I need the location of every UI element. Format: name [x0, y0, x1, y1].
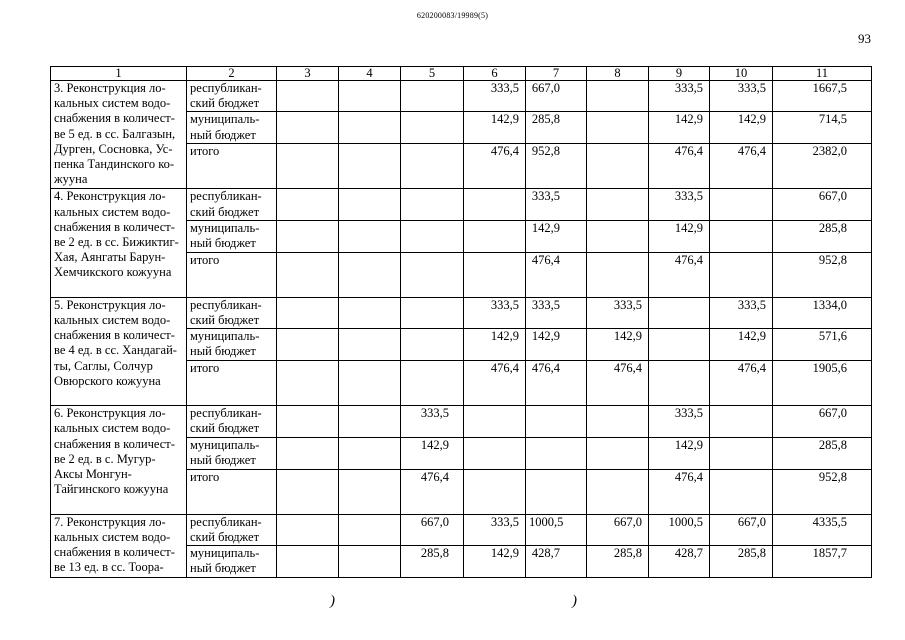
- value-cell-col-8: [587, 252, 649, 297]
- value-cell-col-7: 667,0: [526, 81, 587, 112]
- value-cell-col-7: 1000,5: [526, 514, 587, 545]
- value-cell-col-4: [339, 220, 401, 252]
- value-cell-col-9: [649, 329, 710, 361]
- funding-source-cell: муниципаль-ный бюджет: [187, 329, 277, 361]
- value-cell-col-4: [339, 361, 401, 406]
- value-cell-col-9: 1000,5: [649, 514, 710, 545]
- value-cell-col-11: 667,0: [773, 189, 872, 220]
- value-cell-col-10: 142,9: [710, 112, 773, 144]
- value-cell-col-8: [587, 112, 649, 144]
- value-cell-col-5: [401, 252, 464, 297]
- value-cell-col-8: 285,8: [587, 546, 649, 578]
- value-cell-col-7: 952,8: [526, 144, 587, 189]
- footer-mark-left: ): [330, 593, 335, 609]
- value-cell-col-5: 476,4: [401, 469, 464, 514]
- value-cell-col-4: [339, 437, 401, 469]
- value-cell-col-7: 333,5: [526, 189, 587, 220]
- value-cell-col-7: 142,9: [526, 329, 587, 361]
- value-cell-col-4: [339, 329, 401, 361]
- value-cell-col-6: [464, 252, 526, 297]
- value-cell-col-10: [710, 406, 773, 437]
- value-cell-col-10: [710, 469, 773, 514]
- value-cell-col-8: [587, 437, 649, 469]
- value-cell-col-6: [464, 220, 526, 252]
- value-cell-col-4: [339, 144, 401, 189]
- value-cell-col-4: [339, 81, 401, 112]
- column-header-6: 6: [464, 67, 526, 81]
- value-cell-col-5: [401, 81, 464, 112]
- value-cell-col-3: [277, 546, 339, 578]
- value-cell-col-6: 333,5: [464, 514, 526, 545]
- value-cell-col-3: [277, 514, 339, 545]
- value-cell-col-7: 333,5: [526, 297, 587, 328]
- value-cell-col-9: [649, 361, 710, 406]
- value-cell-col-10: 667,0: [710, 514, 773, 545]
- value-cell-col-6: [464, 189, 526, 220]
- value-cell-col-8: [587, 81, 649, 112]
- funding-source-cell: итого: [187, 252, 277, 297]
- value-cell-col-11: 667,0: [773, 406, 872, 437]
- project-name-cell: 3. Реконструкция ло-кальных систем водо-снабжения в количест-ве 5 ед. в сс. Балгазын, Дурген, Сосновка, Ус-пенка Тандинского ко-жууна: [51, 81, 187, 189]
- column-header-5: 5: [401, 67, 464, 81]
- value-cell-col-4: [339, 297, 401, 328]
- value-cell-col-6: 142,9: [464, 546, 526, 578]
- project-name-cell: 6. Реконструкция ло-кальных систем водо-снабжения в количест-ве 2 ед. в с. Мугур-Аксы Монгун-Тайгинского кожууна: [51, 406, 187, 514]
- funding-source-cell: республикан-ский бюджет: [187, 297, 277, 328]
- value-cell-col-8: 333,5: [587, 297, 649, 328]
- value-cell-col-11: 1334,0: [773, 297, 872, 328]
- value-cell-col-7: [526, 469, 587, 514]
- value-cell-col-10: 285,8: [710, 546, 773, 578]
- funding-source-cell: муниципаль-ный бюджет: [187, 546, 277, 578]
- table-row: [51, 81, 872, 112]
- value-cell-col-4: [339, 252, 401, 297]
- column-header-2: 2: [187, 67, 277, 81]
- value-cell-col-4: [339, 469, 401, 514]
- value-cell-col-3: [277, 329, 339, 361]
- value-cell-col-10: 476,4: [710, 144, 773, 189]
- value-cell-col-5: [401, 220, 464, 252]
- project-name-cell: 7. Реконструкция ло-кальных систем водо-снабжения в количест-ве 13 ед. в сс. Тоора-: [51, 514, 187, 577]
- value-cell-col-3: [277, 437, 339, 469]
- value-cell-col-9: 476,4: [649, 144, 710, 189]
- value-cell-col-3: [277, 469, 339, 514]
- value-cell-col-11: 2382,0: [773, 144, 872, 189]
- value-cell-col-3: [277, 297, 339, 328]
- value-cell-col-10: [710, 220, 773, 252]
- value-cell-col-5: 142,9: [401, 437, 464, 469]
- value-cell-col-7: 142,9: [526, 220, 587, 252]
- value-cell-col-11: 1857,7: [773, 546, 872, 578]
- value-cell-col-10: [710, 252, 773, 297]
- value-cell-col-10: 333,5: [710, 297, 773, 328]
- value-cell-col-3: [277, 112, 339, 144]
- value-cell-col-4: [339, 514, 401, 545]
- value-cell-col-4: [339, 189, 401, 220]
- table-row: [51, 297, 872, 328]
- value-cell-col-8: 142,9: [587, 329, 649, 361]
- funding-source-cell: итого: [187, 144, 277, 189]
- value-cell-col-3: [277, 361, 339, 406]
- table-row: [51, 189, 872, 220]
- value-cell-col-6: 476,4: [464, 144, 526, 189]
- value-cell-col-11: 4335,5: [773, 514, 872, 545]
- value-cell-col-4: [339, 406, 401, 437]
- value-cell-col-11: 952,8: [773, 252, 872, 297]
- value-cell-col-11: 714,5: [773, 112, 872, 144]
- funding-source-cell: муниципаль-ный бюджет: [187, 437, 277, 469]
- value-cell-col-9: 476,4: [649, 469, 710, 514]
- value-cell-col-8: [587, 220, 649, 252]
- value-cell-col-8: [587, 406, 649, 437]
- value-cell-col-5: 333,5: [401, 406, 464, 437]
- value-cell-col-8: [587, 189, 649, 220]
- value-cell-col-9: 333,5: [649, 189, 710, 220]
- value-cell-col-7: 428,7: [526, 546, 587, 578]
- value-cell-col-11: 952,8: [773, 469, 872, 514]
- value-cell-col-5: 285,8: [401, 546, 464, 578]
- value-cell-col-9: 333,5: [649, 406, 710, 437]
- value-cell-col-6: [464, 406, 526, 437]
- budget-table: [50, 66, 872, 578]
- value-cell-col-8: [587, 469, 649, 514]
- value-cell-col-8: 667,0: [587, 514, 649, 545]
- value-cell-col-9: [649, 297, 710, 328]
- funding-source-cell: республикан-ский бюджет: [187, 406, 277, 437]
- value-cell-col-10: 476,4: [710, 361, 773, 406]
- value-cell-col-11: 571,6: [773, 329, 872, 361]
- value-cell-col-6: 476,4: [464, 361, 526, 406]
- value-cell-col-5: 667,0: [401, 514, 464, 545]
- funding-source-cell: муниципаль-ный бюджет: [187, 112, 277, 144]
- value-cell-col-6: [464, 437, 526, 469]
- value-cell-col-7: 285,8: [526, 112, 587, 144]
- value-cell-col-10: [710, 189, 773, 220]
- value-cell-col-9: 142,9: [649, 220, 710, 252]
- value-cell-col-3: [277, 189, 339, 220]
- column-header-8: 8: [587, 67, 649, 81]
- footer-mark-right: ): [572, 593, 577, 609]
- value-cell-col-11: 1905,6: [773, 361, 872, 406]
- funding-source-cell: муниципаль-ный бюджет: [187, 220, 277, 252]
- column-header-3: 3: [277, 67, 339, 81]
- value-cell-col-6: [464, 469, 526, 514]
- value-cell-col-7: [526, 406, 587, 437]
- value-cell-col-4: [339, 112, 401, 144]
- column-header-row: [51, 67, 872, 81]
- funding-source-cell: итого: [187, 469, 277, 514]
- funding-source-cell: итого: [187, 361, 277, 406]
- value-cell-col-5: [401, 297, 464, 328]
- value-cell-col-5: [401, 112, 464, 144]
- value-cell-col-3: [277, 81, 339, 112]
- value-cell-col-9: 142,9: [649, 437, 710, 469]
- value-cell-col-6: 142,9: [464, 329, 526, 361]
- value-cell-col-7: 476,4: [526, 252, 587, 297]
- project-name-cell: 4. Реконструкция ло-кальных систем водо-снабжения в количест-ве 2 ед. в сс. Бижиктиг-Хая, Аянгаты Барун-Хемчикского кожууна: [51, 189, 187, 297]
- page-number: 93: [858, 31, 871, 46]
- column-header-7: 7: [526, 67, 587, 81]
- column-header-11: 11: [773, 67, 872, 81]
- value-cell-col-6: 142,9: [464, 112, 526, 144]
- column-header-10: 10: [710, 67, 773, 81]
- value-cell-col-3: [277, 252, 339, 297]
- column-header-1: 1: [51, 67, 187, 81]
- value-cell-col-9: 142,9: [649, 112, 710, 144]
- value-cell-col-10: 333,5: [710, 81, 773, 112]
- value-cell-col-5: [401, 144, 464, 189]
- value-cell-col-3: [277, 220, 339, 252]
- value-cell-col-6: 333,5: [464, 297, 526, 328]
- column-header-9: 9: [649, 67, 710, 81]
- value-cell-col-3: [277, 406, 339, 437]
- value-cell-col-7: [526, 437, 587, 469]
- value-cell-col-9: 428,7: [649, 546, 710, 578]
- value-cell-col-10: 142,9: [710, 329, 773, 361]
- funding-source-cell: республикан-ский бюджет: [187, 514, 277, 545]
- funding-source-cell: республикан-ский бюджет: [187, 81, 277, 112]
- value-cell-col-11: 285,8: [773, 220, 872, 252]
- value-cell-col-4: [339, 546, 401, 578]
- value-cell-col-11: 1667,5: [773, 81, 872, 112]
- value-cell-col-9: 333,5: [649, 81, 710, 112]
- value-cell-col-8: [587, 144, 649, 189]
- value-cell-col-5: [401, 189, 464, 220]
- value-cell-col-10: [710, 437, 773, 469]
- value-cell-col-5: [401, 329, 464, 361]
- value-cell-col-6: 333,5: [464, 81, 526, 112]
- table-row: [51, 514, 872, 545]
- value-cell-col-5: [401, 361, 464, 406]
- value-cell-col-9: 476,4: [649, 252, 710, 297]
- value-cell-col-11: 285,8: [773, 437, 872, 469]
- funding-source-cell: республикан-ский бюджет: [187, 189, 277, 220]
- table-row: [51, 406, 872, 437]
- project-name-cell: 5. Реконструкция ло-кальных систем водо-снабжения в количест-ве 4 ед. в сс. Хандагай-ты, Саглы, Солчур Овюрского кожууна: [51, 297, 187, 405]
- value-cell-col-8: 476,4: [587, 361, 649, 406]
- value-cell-col-7: 476,4: [526, 361, 587, 406]
- column-header-4: 4: [339, 67, 401, 81]
- document-id: 620200083/19989(5): [416, 11, 489, 20]
- value-cell-col-3: [277, 144, 339, 189]
